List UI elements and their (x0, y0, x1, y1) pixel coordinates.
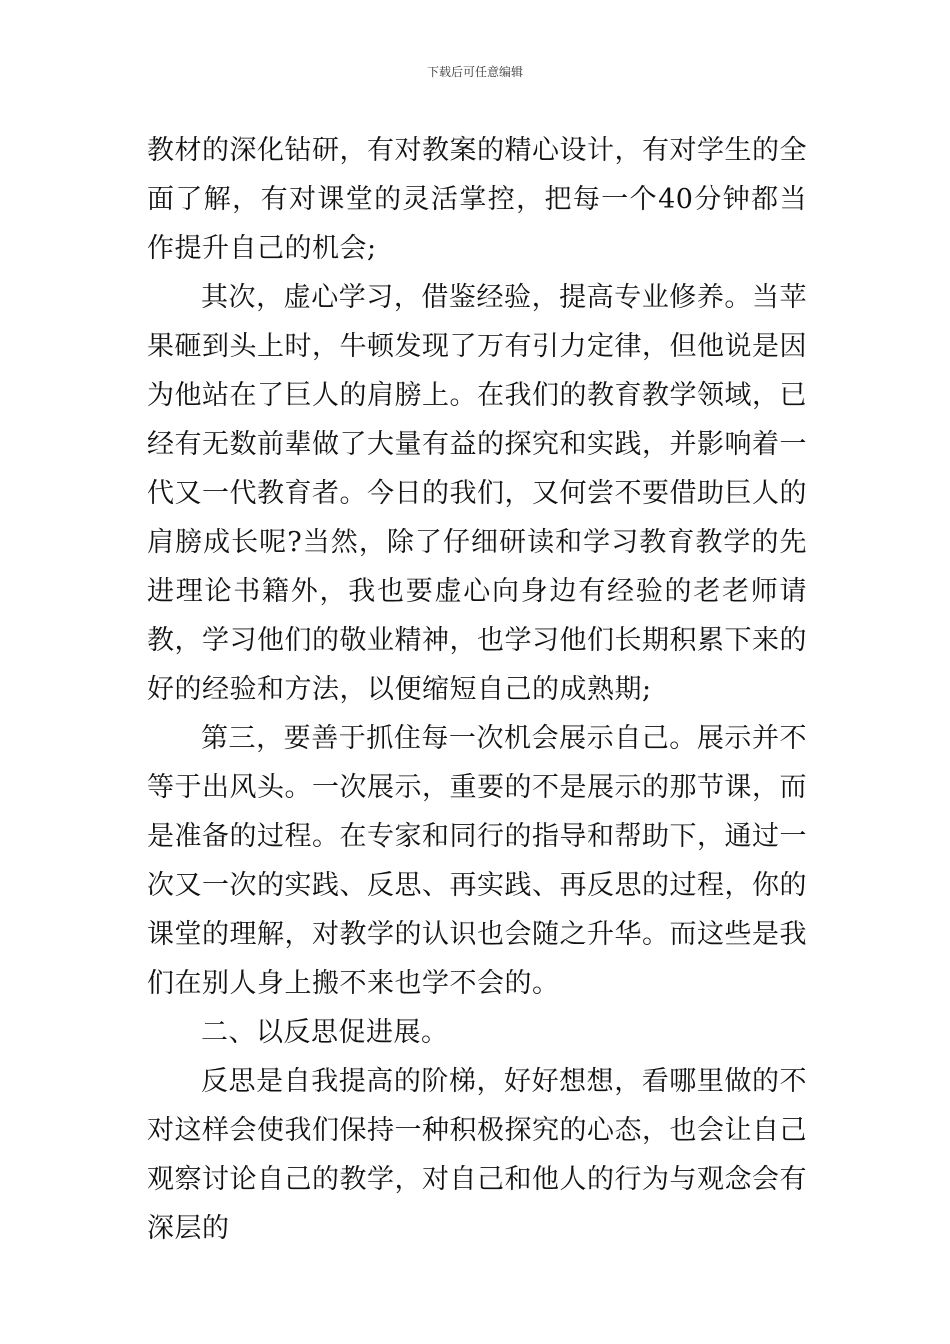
paragraph-reflection: 反思是自我提高的阶梯，好好想想，看哪里做的不对这样会使我们保持一种积极探究的心态，也会让自己观察讨论自己的教学，对自己和他人的行为与观念会有深层的 (147, 1066, 807, 1244)
section-heading-reflection: 二、以反思促进展。 (201, 1017, 449, 1048)
paragraph-third-point: 第三，要善于抓住每一次机会展示自己。展示并不等于出风头。一次展示，重要的不是展示的那节课，而是准备的过程。在专家和同行的指导和帮助下，通过一次又一次的实践、反思、再实践、再反思的过程，你的课堂的理解，对教学的认识也会随之升华。而这些是我们在别人身上搬不来也学不会的。 (147, 723, 807, 999)
page-header-note: 下载后可任意编辑 (426, 65, 523, 79)
document-body (147, 126, 807, 1253)
paragraph-continuation: 教材的深化钻研，有对教案的精心设计，有对学生的全面了解，有对课堂的灵活掌控，把每一个40分钟都当作提升自己的机会; (147, 135, 807, 264)
paragraph-second-point: 其次，虚心学习，借鉴经验，提高专业修养。当苹果砸到头上时，牛顿发现了万有引力定律，但他说是因为他站在了巨人的肩膀上。在我们的教育教学领域，已经有无数前辈做了大量有益的探究和实践，并影响着一代又一代教育者。今日的我们，又何尝不要借助巨人的肩膀成长呢?当然，除了仔细研读和学习教育教学的先进理论书籍外，我也要虚心向身边有经验的老老师请教，学习他们的敬业精神，也学习他们长期积累下来的好的经验和方法，以便缩短自己的成熟期; (147, 282, 807, 705)
